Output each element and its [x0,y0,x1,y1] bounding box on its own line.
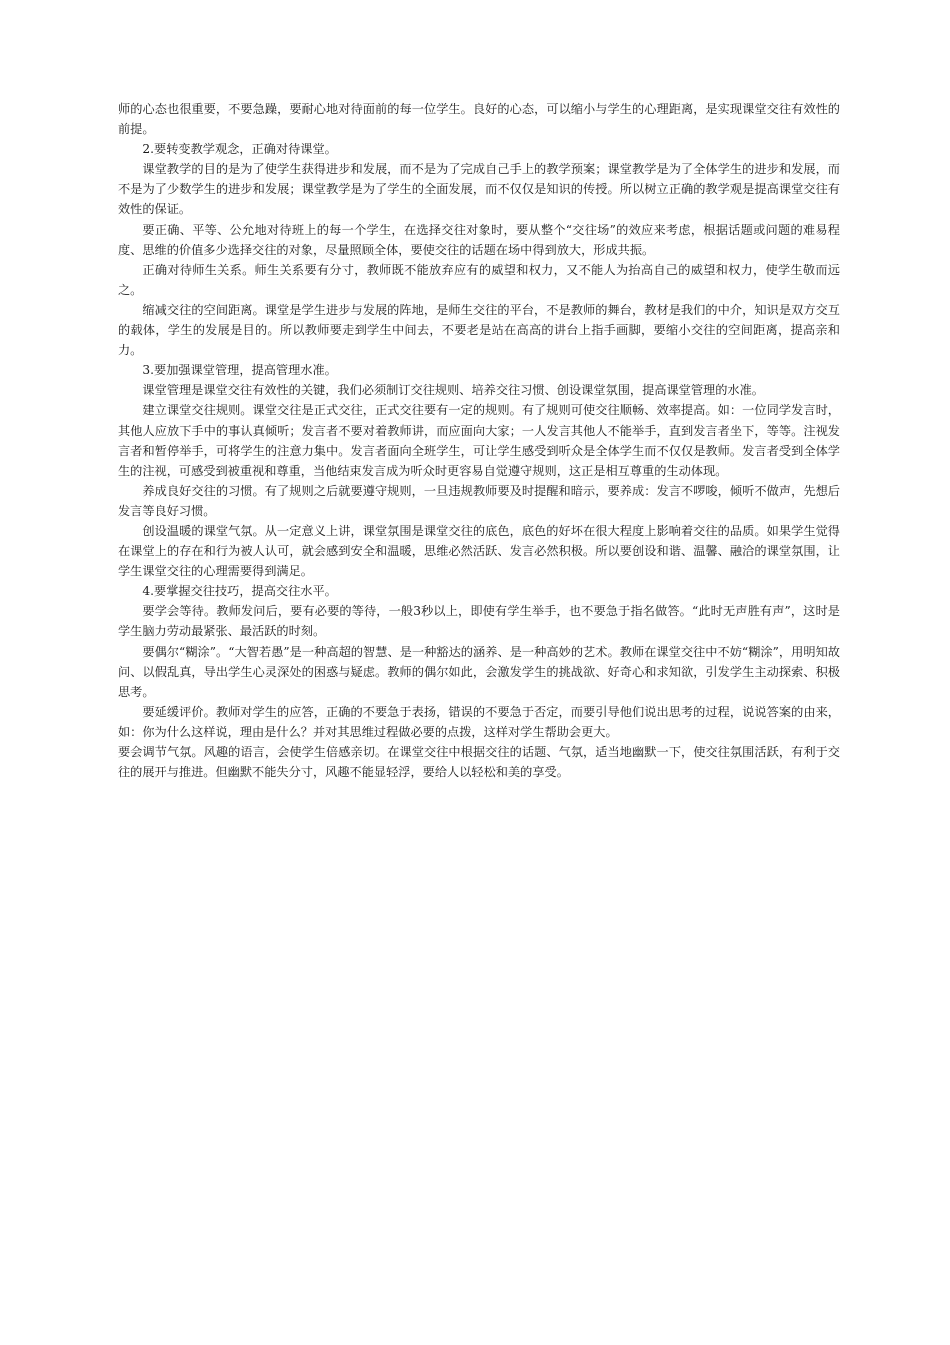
paragraph-13: 要学会等待。教师发问后，要有必要的等待，一般3秒以上，即使有学生举手，也不要急于指名做答。“此时无声胜有声”，这时是学生脑力劳动最紧张、最活跃的时刻。 [118,604,840,639]
paragraph-6: 缩减交往的空间距离。课堂是学生进步与发展的阵地，是师生交往的平台，不是教师的舞台，教材是我们的中介，知识是双方交互的载体，学生的发展是目的。所以教师要走到学生中间去，不要老是站在高高的讲台上指手画脚，要缩小交往的空间距离，提高亲和力。 [118,302,840,358]
paragraph-14: 要偶尔“糊涂”。“大智若愚”是一种高超的智慧、是一种豁达的涵养、是一种高妙的艺术。教师在课堂交往中不妨“糊涂”，用明知故问、以假乱真，导出学生心灵深处的困惑与疑虑。教师的偶尔如此，会激发学生的挑战欲、好奇心和求知欲，引发学生主动探索、积极思考。 [118,644,840,699]
section-heading-2: 2.要转变教学观念，正确对待课堂。 [142,142,337,157]
paragraph-11: 创设温暖的课堂气氛。从一定意义上讲，课堂氛围是课堂交往的底色，底色的好坏在很大程度上影响着交往的品质。如果学生觉得在课堂上的存在和行为被人认可，就会感到安全和温暖，思维必然活跃、发言必然积极。所以要创设和谐、温馨、融洽的课堂氛围，让学生课堂交往的心理需要得到满足。 [118,523,840,579]
document-body [118,99,840,782]
paragraph-4: 要正确、平等、公允地对待班上的每一个学生，在选择交往对象时，要从整个“交往场”的效应来考虑，根据话题或问题的难易程度、思维的价值多少选择交往的对象，尽量照顾全体，要使交往的话题在场中得到放大，形成共振。 [118,222,840,257]
paragraph-1: 师的心态也很重要，不要急躁，要耐心地对待面前的每一位学生。良好的心态，可以缩小与学生的心理距离，是实现课堂交往有效性的前提。 [118,102,840,137]
paragraph-9: 建立课堂交往规则。课堂交往是正式交往，正式交往要有一定的规则。有了规则可使交往顺畅、效率提高。如：一位同学发言时，其他人应放下手中的事认真倾听；发言者不要对着教师讲，而应面向大家；一人发言其他人不能举手，直到发言者坐下，等等。注视发言者和暂停举手，可将学生的注意力集中。发言者面向全班学生，可让学生感受到听众是全体学生而不仅仅是教师。发言者受到全体学生的注视，可感受到被重视和尊重，当他结束发言成为听众时更容易自觉遵守规则，这正是相互尊重的生动体现。 [118,403,840,478]
paragraph-10: 养成良好交往的习惯。有了规则之后就要遵守规则，一旦违规教师要及时提醒和暗示，要养成：发言不啰唆，倾听不做声，先想后发言等良好习惯。 [118,483,840,518]
section-heading-3: 3.要加强课堂管理，提高管理水准。 [142,363,337,378]
section-heading-4: 4.要掌握交往技巧，提高交往水平。 [142,584,337,599]
paragraph-8: 课堂管理是课堂交往有效性的关键，我们必须制订交往规则、培养交往习惯、创设课堂氛围，提高课堂管理的水准。 [142,383,764,398]
paragraph-15: 要延缓评价。教师对学生的应答，正确的不要急于表扬，错误的不要急于否定，而要引导他们说出思考的过程，说说答案的由来，如：你为什么这样说，理由是什么？并对其思维过程做必要的点拨，这样对学生帮助会更大。 [118,704,840,739]
paragraph-5: 正确对待师生关系。师生关系要有分寸，教师既不能放弃应有的威望和权力，又不能人为抬高自己的威望和权力，使学生敬而远之。 [118,262,840,297]
paragraph-16: 要会调节气氛。风趣的语言，会使学生倍感亲切。在课堂交往中根据交往的话题、气氛，适当地幽默一下，使交往氛围活跃，有利于交往的展开与推进。但幽默不能失分寸，风趣不能显轻浮，要给人以轻松和美的享受。 [118,745,840,780]
paragraph-3: 课堂教学的目的是为了使学生获得进步和发展，而不是为了完成自己手上的教学预案；课堂教学是为了全体学生的进步和发展，而不是为了少数学生的进步和发展；课堂教学是为了学生的全面发展，而不仅仅是知识的传授。所以树立正确的教学观是提高课堂交往有效性的保证。 [118,162,840,217]
